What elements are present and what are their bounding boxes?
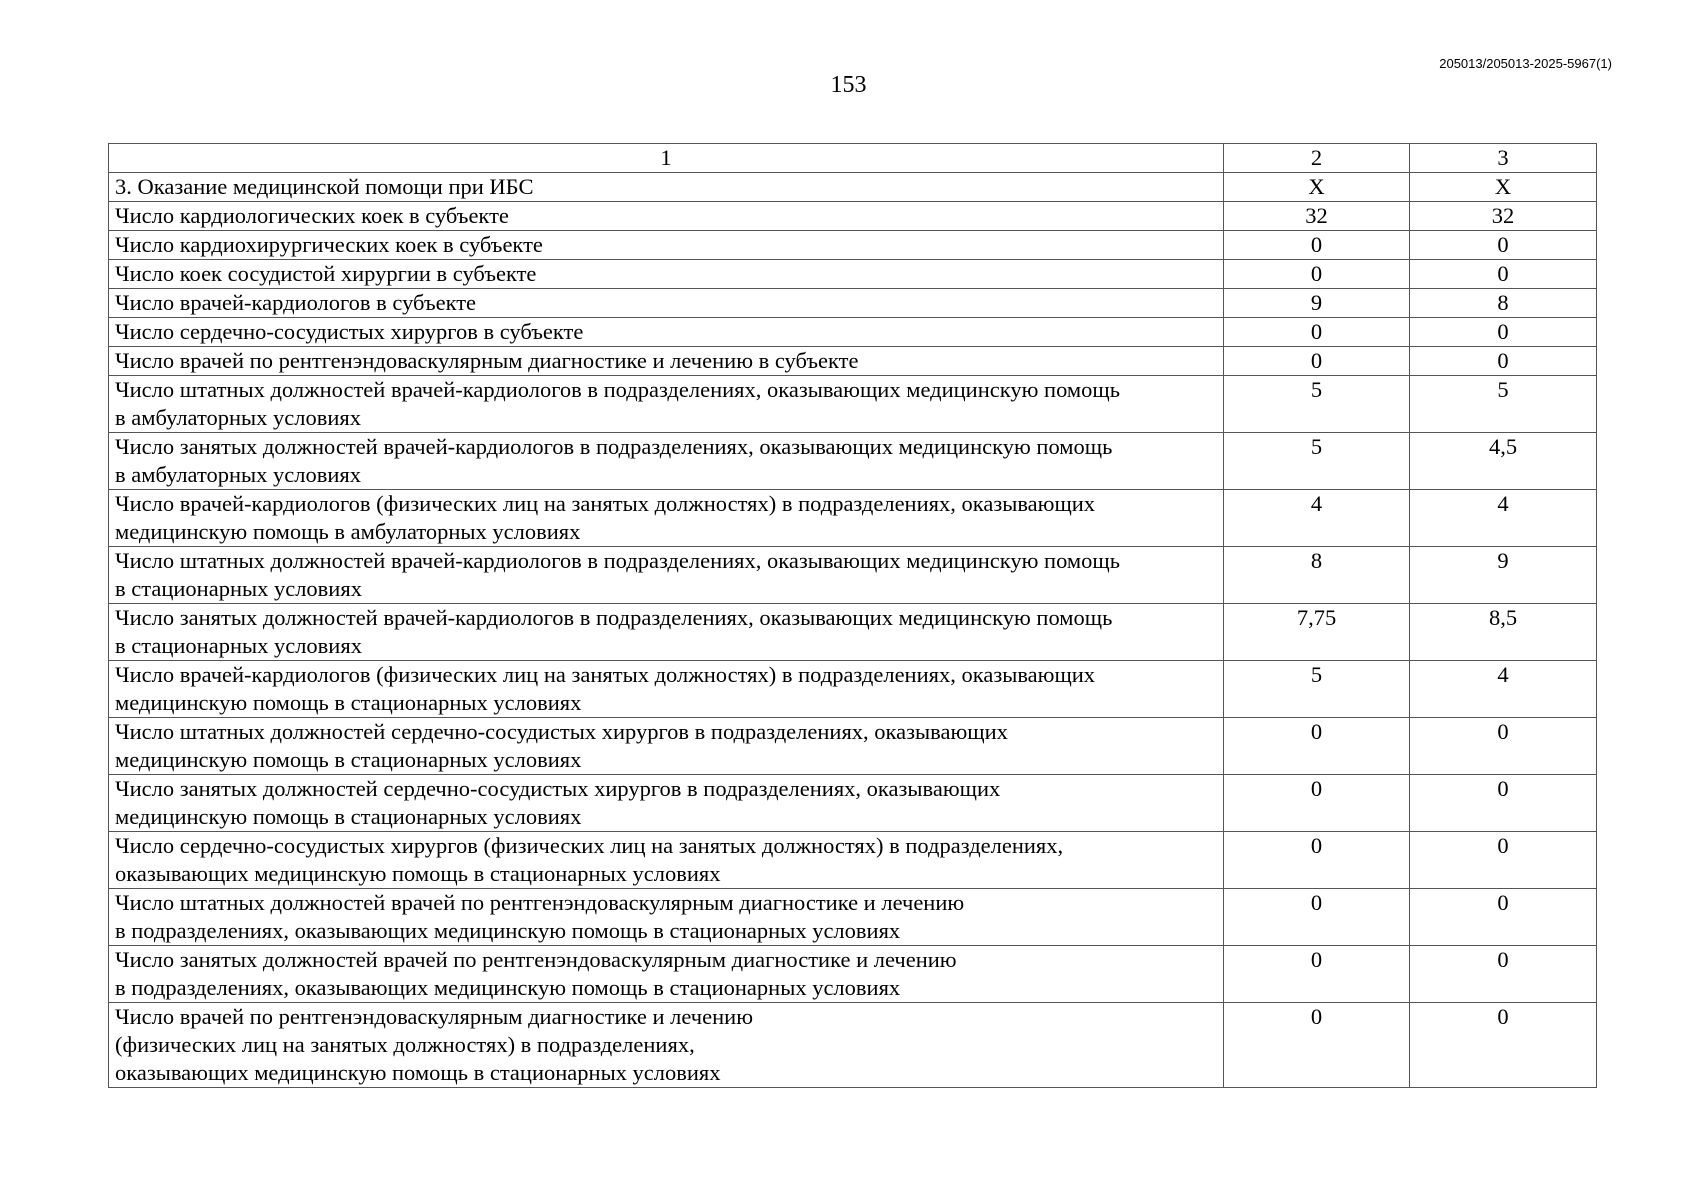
- row-label: Число занятых должностей врачей-кардиологов в подразделениях, оказывающих медицинскую помощь в амбулаторных условиях: [109, 433, 1224, 490]
- table-row: [109, 604, 1597, 661]
- row-value-col2: 5: [1224, 661, 1410, 718]
- table-row: [109, 318, 1597, 347]
- row-value-col2: 0: [1224, 946, 1410, 1003]
- row-label: Число врачей-кардиологов (физических лиц на занятых должностях) в подразделениях, оказывающих медицинскую помощь в амбулаторных условиях: [109, 490, 1224, 547]
- row-label: Число сердечно-сосудистых хирургов (физических лиц на занятых должностях) в подразделениях, оказывающих медицинскую помощь в стационарных условиях: [109, 832, 1224, 889]
- table-row: [109, 490, 1597, 547]
- row-value-col3: 4,5: [1410, 433, 1597, 490]
- row-value-col3: 0: [1410, 231, 1597, 260]
- row-label: Число кардиохирургических коек в субъекте: [109, 231, 1224, 260]
- row-value-col3: 0: [1410, 718, 1597, 775]
- table-row: [109, 718, 1597, 775]
- row-value-col2: 0: [1224, 231, 1410, 260]
- row-value-col3: 0: [1410, 832, 1597, 889]
- row-value-col3: 0: [1410, 1003, 1597, 1088]
- table-row: [109, 832, 1597, 889]
- row-value-col2: X: [1224, 173, 1410, 202]
- row-label: Число сердечно-сосудистых хирургов в субъекте: [109, 318, 1224, 347]
- table-body: [109, 144, 1597, 1088]
- row-value-col2: 0: [1224, 260, 1410, 289]
- row-value-col3: 8,5: [1410, 604, 1597, 661]
- row-value-col3: 0: [1410, 775, 1597, 832]
- row-value-col2: 5: [1224, 433, 1410, 490]
- row-value-col3: 0: [1410, 260, 1597, 289]
- row-label: Число штатных должностей врачей-кардиологов в подразделениях, оказывающих медицинскую помощь в стационарных условиях: [109, 547, 1224, 604]
- table-row: [109, 289, 1597, 318]
- row-value-col3: 9: [1410, 547, 1597, 604]
- row-value-col3: 32: [1410, 202, 1597, 231]
- table-row: [109, 260, 1597, 289]
- table-row: [109, 547, 1597, 604]
- table-row: [109, 376, 1597, 433]
- table-header-row: [109, 144, 1597, 173]
- row-value-col2: 0: [1224, 775, 1410, 832]
- row-label: Число штатных должностей сердечно-сосудистых хирургов в подразделениях, оказывающих медицинскую помощь в стационарных условиях: [109, 718, 1224, 775]
- row-label: Число кардиологических коек в субъекте: [109, 202, 1224, 231]
- row-value-col3: 4: [1410, 661, 1597, 718]
- row-value-col3: 0: [1410, 318, 1597, 347]
- row-label: Число занятых должностей сердечно-сосудистых хирургов в подразделениях, оказывающих медицинскую помощь в стационарных условиях: [109, 775, 1224, 832]
- row-value-col2: 0: [1224, 1003, 1410, 1088]
- row-value-col2: 5: [1224, 376, 1410, 433]
- column-header: 2: [1224, 144, 1410, 173]
- row-value-col2: 0: [1224, 347, 1410, 376]
- row-value-col3: 4: [1410, 490, 1597, 547]
- row-label: Число врачей по рентгенэндоваскулярным диагностике и лечению в субъекте: [109, 347, 1224, 376]
- row-value-col2: 0: [1224, 832, 1410, 889]
- row-label: Число занятых должностей врачей-кардиологов в подразделениях, оказывающих медицинскую помощь в стационарных условиях: [109, 604, 1224, 661]
- table-row: [109, 231, 1597, 260]
- table-row: [109, 1003, 1597, 1088]
- row-value-col2: 0: [1224, 718, 1410, 775]
- row-value-col2: 32: [1224, 202, 1410, 231]
- row-label: Число занятых должностей врачей по рентгенэндоваскулярным диагностике и лечению в подразделениях, оказывающих медицинскую помощь в стационарных условиях: [109, 946, 1224, 1003]
- row-value-col3: 0: [1410, 889, 1597, 946]
- row-value-col3: 0: [1410, 347, 1597, 376]
- row-value-col3: 8: [1410, 289, 1597, 318]
- table-row: [109, 433, 1597, 490]
- row-label: 3. Оказание медицинской помощи при ИБС: [109, 173, 1224, 202]
- table-row: [109, 202, 1597, 231]
- row-value-col3: 5: [1410, 376, 1597, 433]
- table-row: [109, 347, 1597, 376]
- row-label: Число врачей по рентгенэндоваскулярным диагностике и лечению (физических лиц на занятых должностях) в подразделениях, оказывающих медицинскую помощь в стационарных условиях: [109, 1003, 1224, 1088]
- table-row: [109, 889, 1597, 946]
- column-header: 1: [109, 144, 1224, 173]
- row-value-col3: X: [1410, 173, 1597, 202]
- row-value-col2: 7,75: [1224, 604, 1410, 661]
- row-label: Число врачей-кардиологов в субъекте: [109, 289, 1224, 318]
- document-id: 205013/205013-2025-5967(1): [1439, 56, 1612, 71]
- row-label: Число штатных должностей врачей-кардиологов в подразделениях, оказывающих медицинскую помощь в амбулаторных условиях: [109, 376, 1224, 433]
- table-row: [109, 661, 1597, 718]
- column-header: 3: [1410, 144, 1597, 173]
- row-value-col2: 0: [1224, 889, 1410, 946]
- table-row: [109, 946, 1597, 1003]
- page-number: 153: [830, 72, 867, 98]
- row-value-col2: 0: [1224, 318, 1410, 347]
- row-value-col2: 4: [1224, 490, 1410, 547]
- table-row: [109, 775, 1597, 832]
- data-table: [108, 143, 1597, 1088]
- table-row: [109, 173, 1597, 202]
- row-label: Число коек сосудистой хирургии в субъекте: [109, 260, 1224, 289]
- row-label: Число врачей-кардиологов (физических лиц на занятых должностях) в подразделениях, оказывающих медицинскую помощь в стационарных условиях: [109, 661, 1224, 718]
- row-value-col2: 9: [1224, 289, 1410, 318]
- row-value-col3: 0: [1410, 946, 1597, 1003]
- row-value-col2: 8: [1224, 547, 1410, 604]
- row-label: Число штатных должностей врачей по рентгенэндоваскулярным диагностике и лечению в подразделениях, оказывающих медицинскую помощь в стационарных условиях: [109, 889, 1224, 946]
